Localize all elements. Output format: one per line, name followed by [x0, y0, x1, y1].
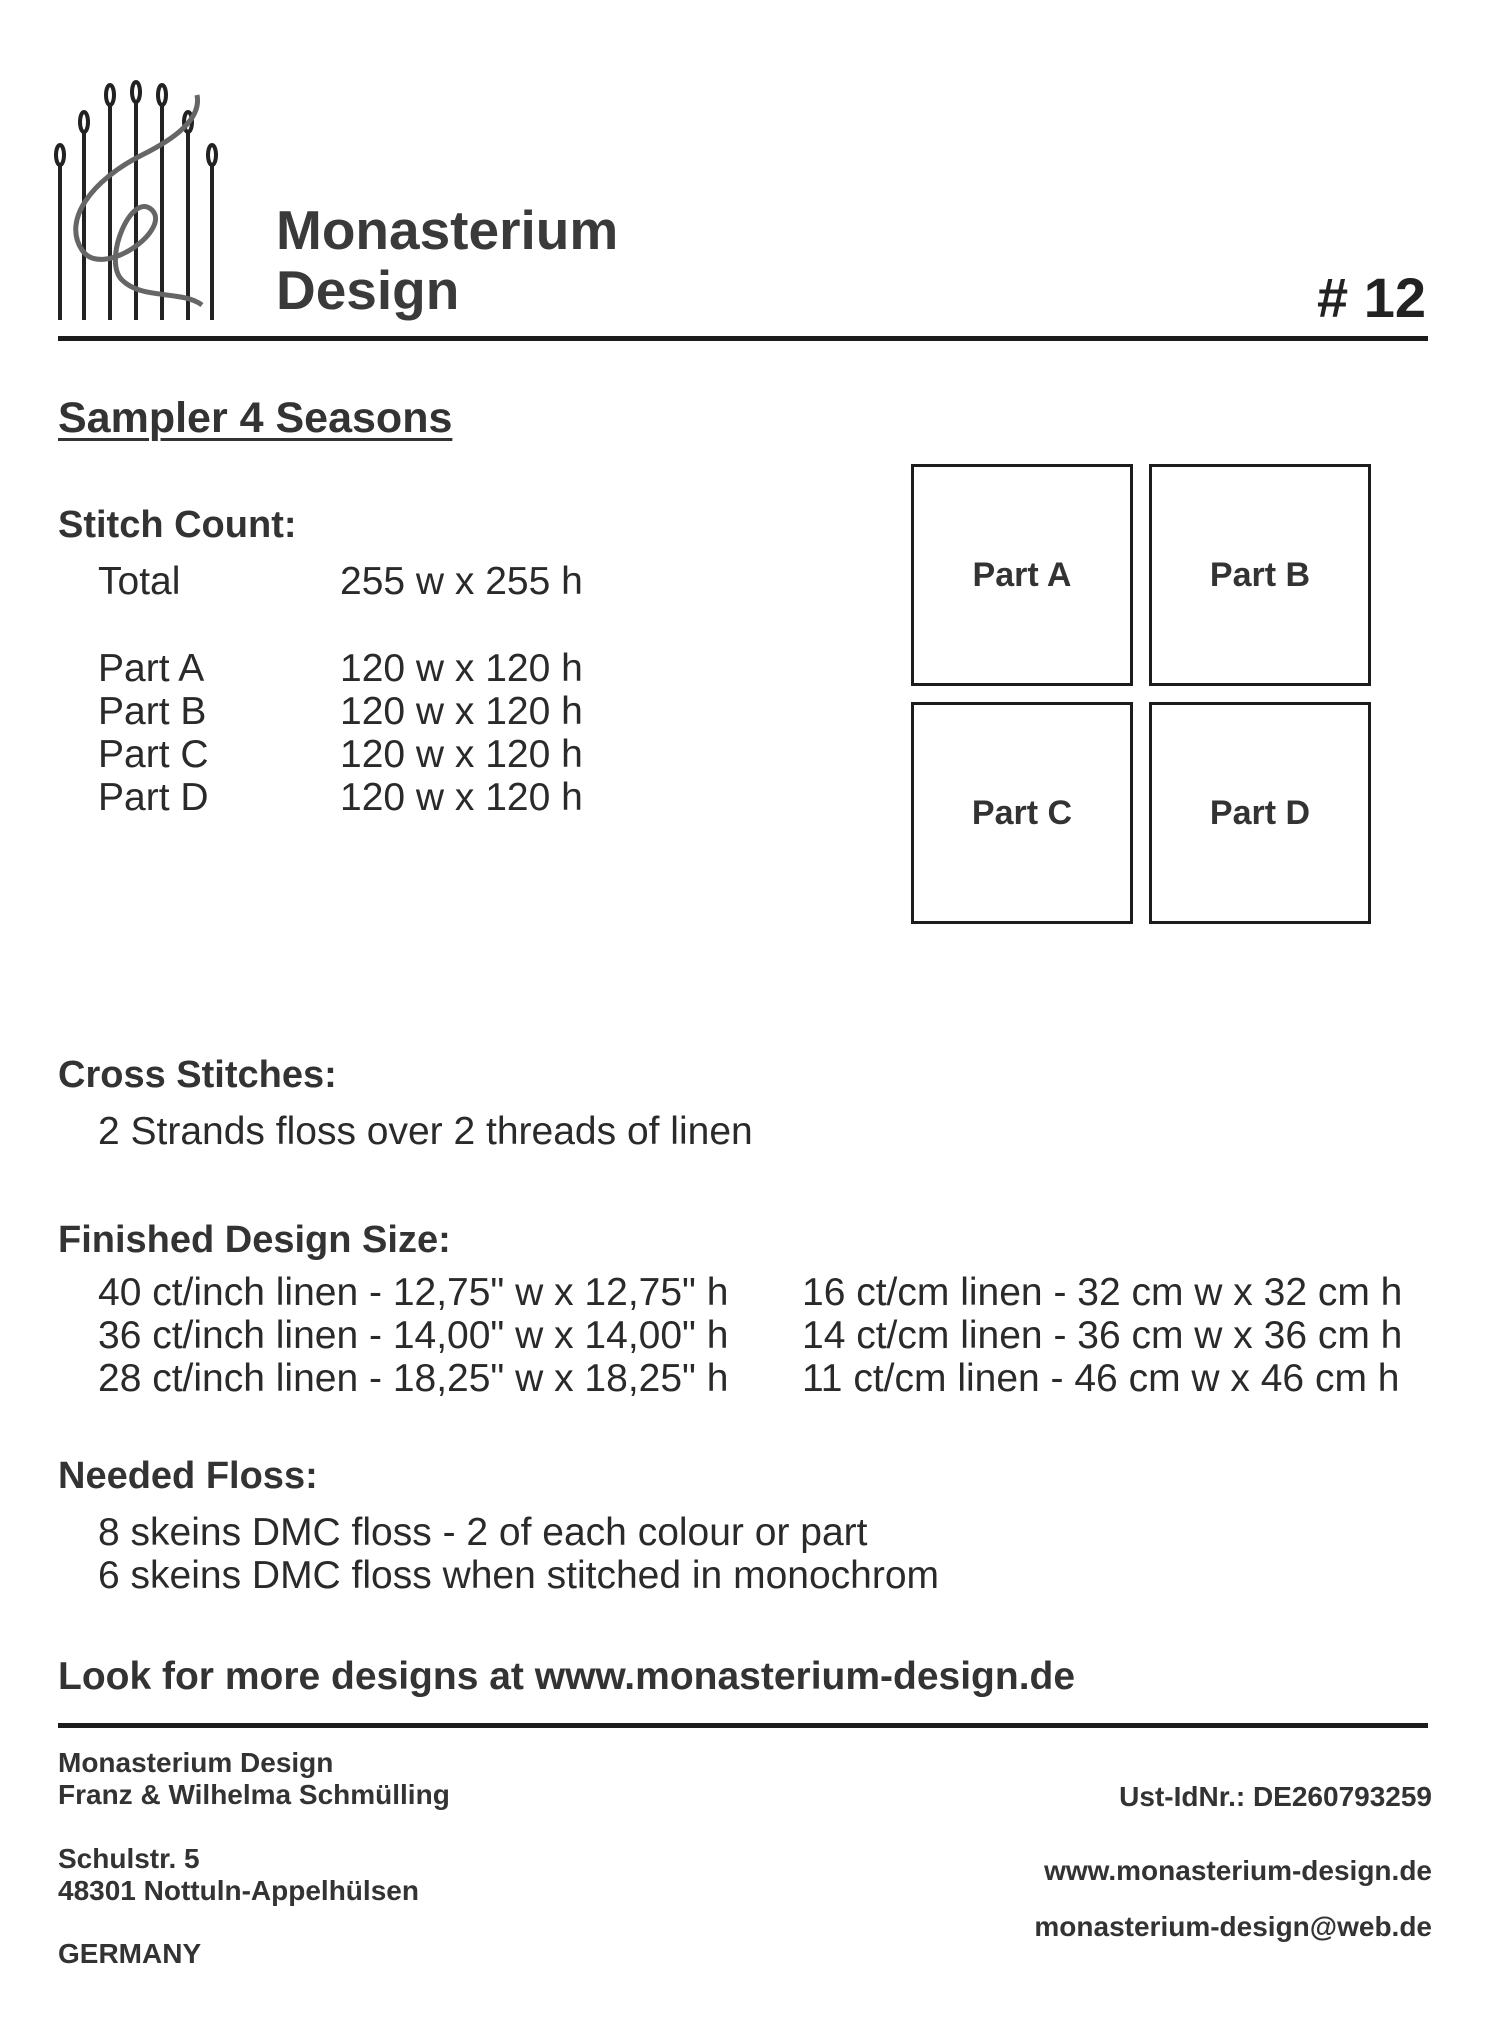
- diagram-part-c: Part C: [911, 702, 1133, 924]
- stitch-row-label: Part B: [98, 690, 207, 733]
- needed-floss-line: 8 skeins DMC floss - 2 of each colour or part: [98, 1511, 868, 1554]
- finished-size-inch: 40 ct/inch linen - 12,75" w x 12,75" h: [98, 1271, 729, 1314]
- stitch-row-value: 120 w x 120 h: [340, 776, 583, 819]
- footer-company: Monasterium Design: [58, 1747, 334, 1778]
- finished-size-inch: 28 ct/inch linen - 18,25" w x 18,25" h: [98, 1357, 729, 1400]
- footer-country: GERMANY: [58, 1938, 202, 1969]
- promo-text: Look for more designs at www.monasterium-design.de: [58, 1655, 1076, 1698]
- stitch-row-label: Part C: [98, 733, 209, 776]
- footer-street: Schulstr. 5: [58, 1843, 200, 1874]
- diagram-part-b: Part B: [1149, 464, 1371, 686]
- finished-size-heading: Finished Design Size:: [58, 1219, 451, 1261]
- stitch-row-label: Part A: [98, 647, 205, 690]
- finished-size-cm: 11 ct/cm linen - 46 cm w x 46 cm h: [802, 1357, 1400, 1400]
- footer-email-link[interactable]: monasterium-design@web.de: [1034, 1911, 1432, 1942]
- cross-stitches-heading: Cross Stitches:: [58, 1054, 337, 1096]
- finished-size-inch: 36 ct/inch linen - 14,00" w x 14,00" h: [98, 1314, 729, 1357]
- finished-size-cm: 14 ct/cm linen - 36 cm w x 36 cm h: [802, 1314, 1403, 1357]
- pattern-number: # 12: [1317, 266, 1426, 329]
- footer-city: 48301 Nottuln-Appelhülsen: [58, 1875, 419, 1906]
- stitch-row-value: 120 w x 120 h: [340, 733, 583, 776]
- needed-floss-line: 6 skeins DMC floss when stitched in monochrom: [98, 1554, 939, 1597]
- stitch-row-value: 120 w x 120 h: [340, 647, 583, 690]
- brand-line-2: Design: [276, 259, 460, 321]
- diagram-part-a: Part A: [911, 464, 1133, 686]
- stitch-count-heading: Stitch Count:: [58, 504, 297, 546]
- footer-website-link[interactable]: www.monasterium-design.de: [1044, 1855, 1432, 1886]
- footer-vat: Ust-IdNr.: DE260793259: [1119, 1781, 1432, 1812]
- diagram-part-d: Part D: [1149, 702, 1371, 924]
- stitch-row-value: 255 w x 255 h: [340, 560, 583, 603]
- stitch-row-label: Part D: [98, 776, 209, 819]
- brand-line-1: Monasterium: [276, 199, 619, 261]
- footer-owners: Franz & Wilhelma Schmülling: [58, 1779, 450, 1810]
- stitch-row-value: 120 w x 120 h: [340, 690, 583, 733]
- brand-name: [276, 200, 618, 320]
- stitch-row-label: Total: [98, 560, 181, 603]
- footer-divider: [58, 1723, 1428, 1728]
- finished-size-cm: 16 ct/cm linen - 32 cm w x 32 cm h: [802, 1271, 1403, 1314]
- needed-floss-heading: Needed Floss:: [58, 1455, 318, 1497]
- header-divider: [58, 336, 1428, 341]
- page-title: Sampler 4 Seasons: [58, 394, 453, 442]
- needles-logo-icon: [52, 80, 222, 325]
- cross-stitches-text: 2 Strands floss over 2 threads of linen: [98, 1110, 753, 1153]
